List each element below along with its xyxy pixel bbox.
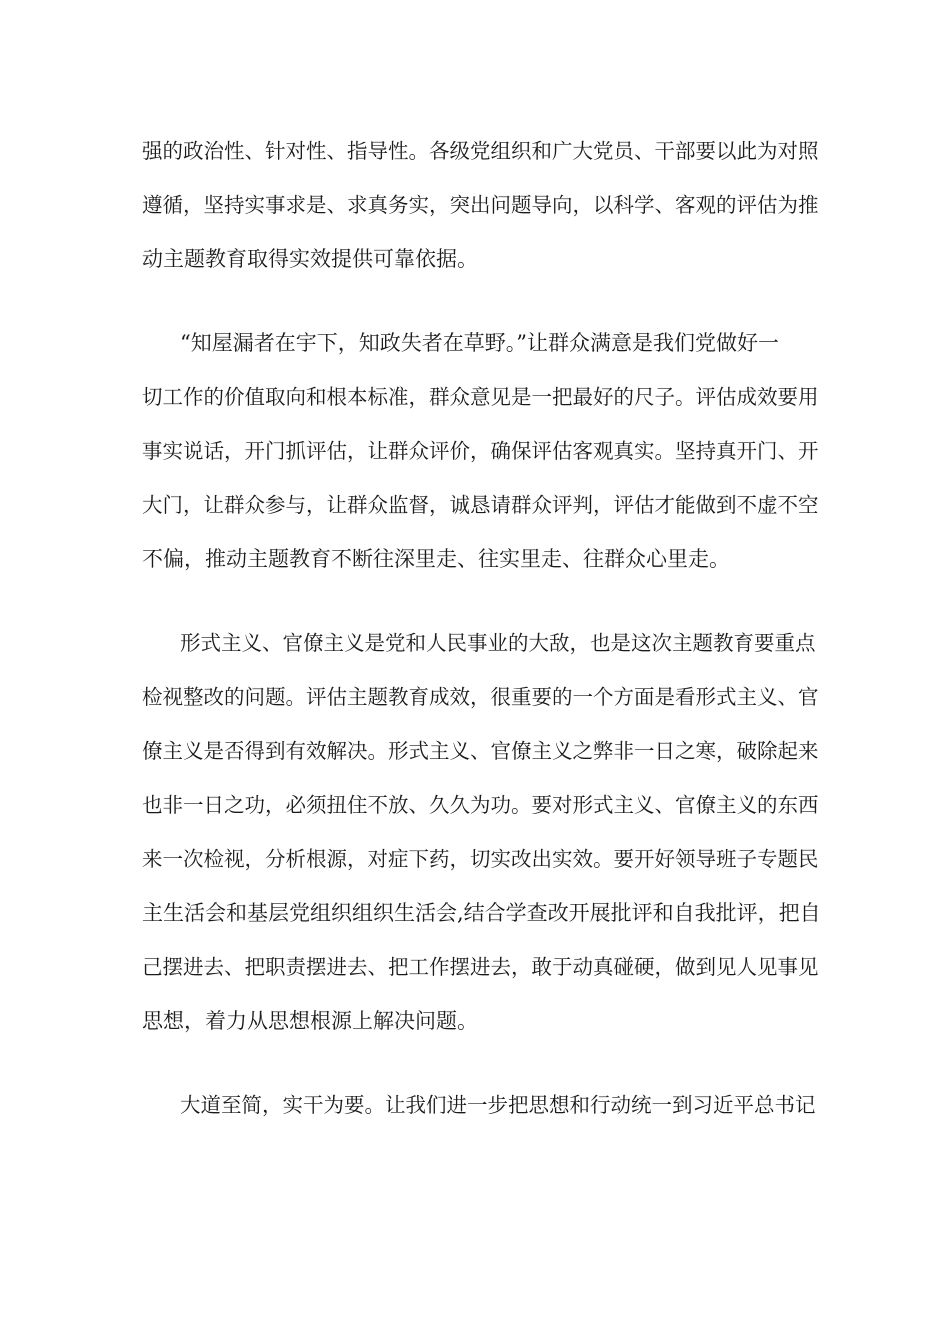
- paragraph-3-line-4: 也非一日之功，必须扭住不放、久久为功。要对形式主义、官僚主义的东西: [142, 793, 819, 817]
- paragraph-3-line-3: 僚主义是否得到有效解决。形式主义、官僚主义之弊非一日之寒，破除起来: [142, 739, 819, 763]
- paragraph-2-line-3: 事实说话，开门抓评估，让群众评价，确保评估客观真实。坚持真开门、开: [142, 439, 819, 463]
- paragraph-1-line-3: 动主题教育取得实效提供可靠依据。: [142, 247, 478, 271]
- paragraph-3-line-1: 形式主义、官僚主义是党和人民事业的大敌，也是这次主题教育要重点: [180, 631, 816, 655]
- paragraph-3-line-5: 来一次检视，分析根源，对症下药，切实改出实效。要开好领导班子专题民: [142, 847, 819, 871]
- paragraph-3-line-6: 主生活会和基层党组织组织生活会,结合学查改开展批评和自我批评，把自: [142, 901, 821, 925]
- paragraph-2-line-5: 不偏，推动主题教育不断往深里走、往实里走、往群众心里走。: [142, 547, 730, 571]
- paragraph-4-line-1: 大道至简，实干为要。让我们进一步把思想和行动统一到习近平总书记: [180, 1093, 816, 1117]
- paragraph-3-line-7: 己摆进去、把职责摆进去、把工作摆进去，敢于动真碰硬，做到见人见事见: [142, 955, 819, 979]
- paragraph-2-line-2: 切工作的价值取向和根本标准，群众意见是一把最好的尺子。评估成效要用: [142, 385, 819, 409]
- paragraph-1-line-2: 遵循，坚持实事求是、求真务实，突出问题导向，以科学、客观的评估为推: [142, 193, 819, 217]
- paragraph-2-line-1: “知屋漏者在宇下，知政失者在草野。”让群众满意是我们党做好一: [180, 331, 779, 355]
- paragraph-3-line-8: 思想，着力从思想根源上解决问题。: [142, 1009, 478, 1033]
- paragraph-2-line-4: 大门，让群众参与，让群众监督，诚恳请群众评判，评估才能做到不虚不空: [142, 493, 819, 517]
- paragraph-1-line-1: 强的政治性、针对性、指导性。各级党组织和广大党员、干部要以此为对照: [142, 139, 819, 163]
- paragraph-3-line-2: 检视整改的问题。评估主题教育成效，很重要的一个方面是看形式主义、官: [142, 685, 819, 709]
